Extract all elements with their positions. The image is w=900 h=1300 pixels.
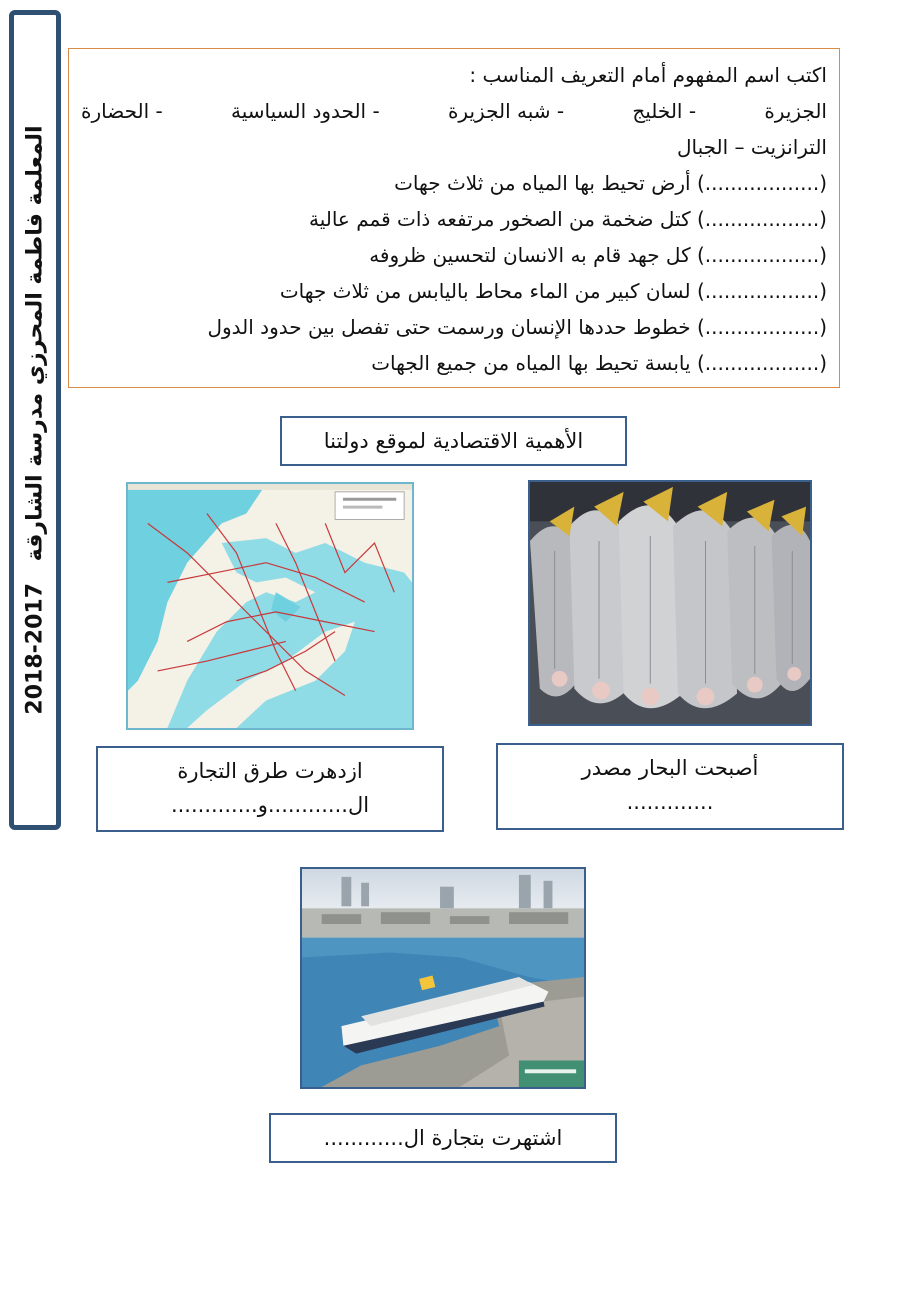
term: - الحدود السياسية bbox=[230, 99, 380, 123]
definition-item: (..................) يابسة تحيط بها المياه من جميع الجهات bbox=[371, 351, 827, 375]
seas-caption-line1: أصبحت البحار مصدر bbox=[581, 756, 759, 780]
seas-caption bbox=[496, 743, 844, 830]
trade-routes-caption bbox=[96, 746, 444, 832]
seas-caption-line2: ............. bbox=[626, 790, 714, 814]
side-banner-text bbox=[23, 20, 48, 820]
exercise-instruction: اكتب اسم المفهوم أمام التعريف المناسب : bbox=[469, 63, 827, 87]
definition-item: (..................) أرض تحيط بها المياه من ثلاث جهات bbox=[394, 171, 827, 195]
school-year: 2018-2017 bbox=[22, 583, 48, 715]
term: - الخليج bbox=[632, 99, 697, 123]
term: - الحضارة bbox=[81, 99, 163, 123]
side-banner bbox=[9, 10, 61, 830]
definition-item: (..................) كل جهد قام به الانسان لتحسين ظروفه bbox=[369, 243, 827, 267]
fish-market-icon bbox=[528, 480, 812, 726]
teacher-school: المعلمة فاطمة المحرزي مدرسة الشارقة bbox=[22, 125, 48, 562]
trade-routes-caption-line1: ازدهرت طرق التجارة bbox=[177, 759, 363, 783]
trade-routes-caption-line2: ال............و............. bbox=[170, 793, 370, 817]
term: - شبه الجزيرة bbox=[447, 99, 565, 123]
trade-routes-map-icon bbox=[126, 482, 414, 730]
definition-item: (..................) كتل ضخمة من الصخور مرتفعه ذات قمم عالية bbox=[308, 207, 827, 231]
exercise-box bbox=[68, 48, 840, 388]
section-heading-text: الأهمية الاقتصادية لموقع دولتنا bbox=[323, 429, 584, 453]
terms-list-continued: الترانزيت – الجبال bbox=[676, 135, 827, 159]
section-heading bbox=[280, 416, 627, 466]
terms-list bbox=[81, 93, 827, 129]
definition-item: (..................) لسان كبير من الماء محاط باليابس من ثلاث جهات bbox=[279, 279, 827, 303]
port-caption-text: اشتهرت بتجارة ال............ bbox=[323, 1126, 563, 1150]
term: الجزيرة bbox=[764, 99, 827, 123]
port-caption bbox=[269, 1113, 617, 1163]
port-cruise-ship-icon bbox=[300, 867, 586, 1089]
definition-item: (..................) خطوط حددها الإنسان ورسمت حتى تفصل بين حدود الدول bbox=[207, 315, 827, 339]
